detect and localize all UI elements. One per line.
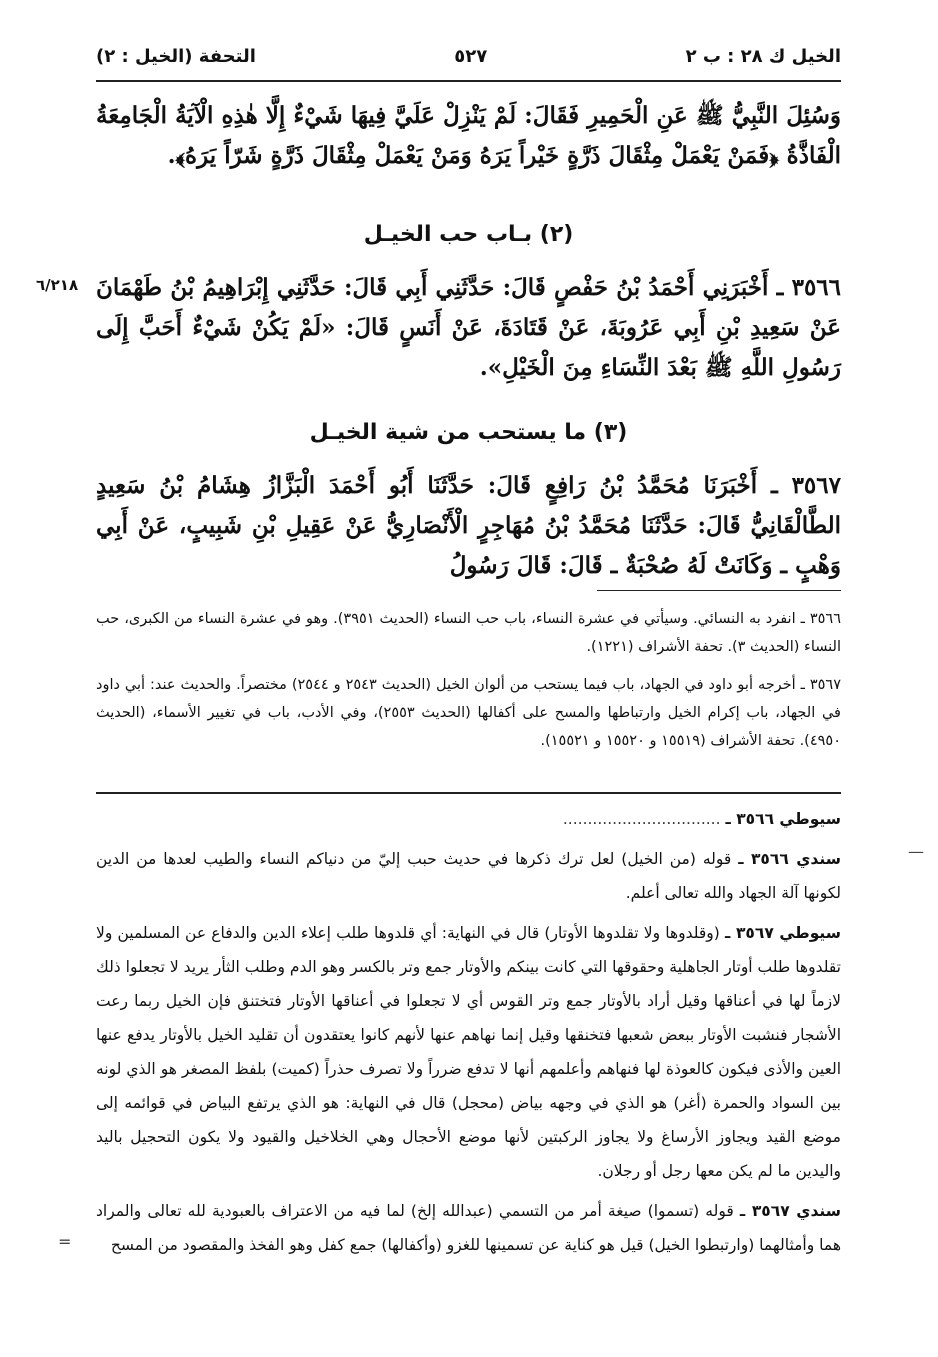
hadith-3566-number: ٣٥٦٦ ـ — [776, 274, 842, 301]
intro-text: وَسُئِلَ النَّبِيُّ ﷺ عَنِ الْحَمِيرِ فَقَالَ: لَمْ يَنْزِلْ عَلَيَّ فِيهَا شَيْءٌ إِلَّا هٰذِهِ الْآيَةُ الْجَامِعَةُ الْفَاذَّةُ ﴿فَمَنْ يَعْمَلْ مِثْقَالَ ذَرَّةٍ خَيْراً يَرَهُ وَمَنْ يَعْمَلْ مِثْقَالَ ذَرَّةٍ شَرّاً يَرَهُ﴾. — [96, 102, 841, 169]
continuation-mark: = — [58, 1232, 72, 1251]
intro-block — [96, 96, 841, 176]
hadith-3567 — [96, 466, 841, 586]
commentary-label: سندي ٣٥٦٦ ـ — [738, 850, 841, 868]
header-tuhfa-ref: التحفة (الخيل : ٢) — [96, 45, 256, 67]
margin-dash-mark: — — [908, 842, 924, 861]
commentary — [96, 802, 841, 1268]
page-number: ٥٢٧ — [454, 45, 488, 67]
commentary-label: سندي ٣٥٦٧ ـ — [739, 1202, 841, 1220]
margin-volume-ref: ٦/٢١٨ — [36, 276, 79, 294]
hadith-3566-body: أَخْبَرَنِي أَحْمَدُ بْنُ حَفْصٍ قَالَ: حَدَّثَنِي أَبِي قَالَ: حَدَّثَنِي إِبْرَاهِيمُ بْنُ طَهْمَانَ عَنْ سَعِيدِ بْنِ أَبِي عَرُوبَةَ، عَنْ قَتَادَةَ، عَنْ أَنَسٍ قَالَ: «لَمْ يَكُنْ شَيْءٌ أَحَبَّ إِلَى رَسُولِ اللَّهِ ﷺ بَعْدَ النِّسَاءِ مِنَ الْخَيْلِ». — [96, 274, 841, 381]
hadith-3566 — [96, 268, 841, 388]
hadith-3566-text — [96, 268, 841, 388]
page-header — [96, 36, 841, 76]
commentary-sindi-3567 — [96, 1194, 841, 1262]
commentary-suyuti-3567 — [96, 916, 841, 1188]
section-2-heading: (٢) بـاب حب الخيـل — [363, 222, 574, 247]
commentary-text: قوله (من الخيل) لعل ترك ذكرها في حديث حبب إليّ من دنياكم النساء والطيب لعدها من الدين لكونها آلة الجهاد والله تعالى أعلم. — [96, 850, 841, 902]
commentary-rule — [96, 792, 841, 794]
footnote-3566: ٣٥٦٦ ـ انفرد به النسائي. وسيأتي في عشرة النساء، باب حب النساء (الحديث ٣٩٥١). وهو في عشرة النساء من الكبرى، حب النساء (الحديث ٣). تحفة الأشراف (١٢٢١). — [96, 611, 842, 655]
section-3-heading: (٣) ما يستحب من شية الخيـل — [309, 420, 628, 445]
commentary-suyuti-3566 — [96, 802, 841, 836]
commentary-sindi-3566 — [96, 842, 841, 910]
header-rule — [96, 80, 841, 82]
commentary-label: سيوطي ٣٥٦٦ ـ — [725, 810, 841, 828]
commentary-text: (وقلدوها ولا تقلدوها الأوتار) قال في النهاية: أي قلدوها طلب إعلاء الدين والدفاع عن المسلمين ولا تقلدوها طلب أوتار الجاهلية وحقوقها التي كانت بينكم والأوتار جمع وتر بالكسر وهو الدم وطلب الثأر يريد لا تجعلوا ذلك لازماً لها في أعناقها وقيل أراد بالأوتار جمع وتر القوس أي لا تجعلوا في أعناقها الأوتار فتختنق فإن الخيل ربما رعت الأشجار فنشبت الأوتار ببعض شعبها فتخنقها وقيل إنما نهاهم عنها لأنهم كانوا يعتقدون أن تقليد الخيل بالأوتار يدفع عنها العين والأذى فيكون كالعوذة لها فنهاهم وأعلمهم أنها لا تدفع ضرراً ولا تصرف حذراً (كميت) بلفظ المصغر هو الذي لونه بين السواد والحمرة (أغر) هو الذي في وجهه بياض (محجل) قال في النهاية: هو الذي يرتفع البياض في قوائمه إلى موضع القيد ويجاوز الأرساغ ولا يجاوز الركبتين لأنها موضع الأحجال وهي الخلاخيل والقيود ولا يكون التحجيل باليد واليدين ما لم يكن معها رجل أو رجلان. — [96, 924, 841, 1180]
hadith-3567-text — [96, 466, 841, 586]
section-3 — [96, 420, 841, 445]
footnotes — [96, 605, 841, 765]
header-chapter-ref: الخيل ك ٢٨ : ب ٢ — [685, 45, 841, 67]
hadith-3567-body: أَخْبَرَنَا مُحَمَّدُ بْنُ رَافِعٍ قَالَ: حَدَّثَنَا أَبُو أَحْمَدَ الْبَزَّازُ هِشَامُ بْنُ سَعِيدٍ الطَّالْقَانِيُّ قَالَ: حَدَّثَنَا مُحَمَّدُ بْنُ مُهَاجِرٍ الْأَنْصَارِيُّ عَنْ عَقِيلِ بْنِ شَبِيبٍ، عَنْ أَبِي وَهْبٍ ـ وَكَانَتْ لَهُ صُحْبَةٌ ـ قَالَ: قَالَ رَسُولُ — [96, 472, 841, 579]
section-2 — [96, 222, 841, 247]
commentary-dots: ................................ — [562, 810, 721, 828]
footnote-3567: ٣٥٦٧ ـ أخرجه أبو داود في الجهاد، باب فيما يستحب من ألوان الخيل (الحديث ٢٥٤٣ و ٢٥٤٤) مختصراً. والحديث عند: أبي داود في الجهاد، باب إكرام الخيل وارتباطها والمسح على أكفالها (الحديث ٢٥٥٣)، وفي الأدب، باب في تغيير الأسماء، (الحديث ٤٩٥٠). تحفة الأشراف (١٥٥١٩ و ١٥٥٢٠ و ١٥٥٢١). — [96, 677, 841, 749]
commentary-label: سيوطي ٣٥٦٧ ـ — [725, 924, 841, 942]
footnote-rule — [597, 590, 841, 591]
hadith-3567-number: ٣٥٦٧ ـ — [771, 472, 841, 499]
commentary-text: قوله (تسموا) صيغة أمر من التسمي (عبدالله إلخ) لما فيه من الاعتراف بالعبودية لله تعالى والمراد هما وأمثالهما (وارتبطوا الخيل) قيل هو كناية عن تسمينها للغزو (وأكفالها) جمع كفل وهو الفخذ والمقصود من المسح — [96, 1202, 841, 1254]
